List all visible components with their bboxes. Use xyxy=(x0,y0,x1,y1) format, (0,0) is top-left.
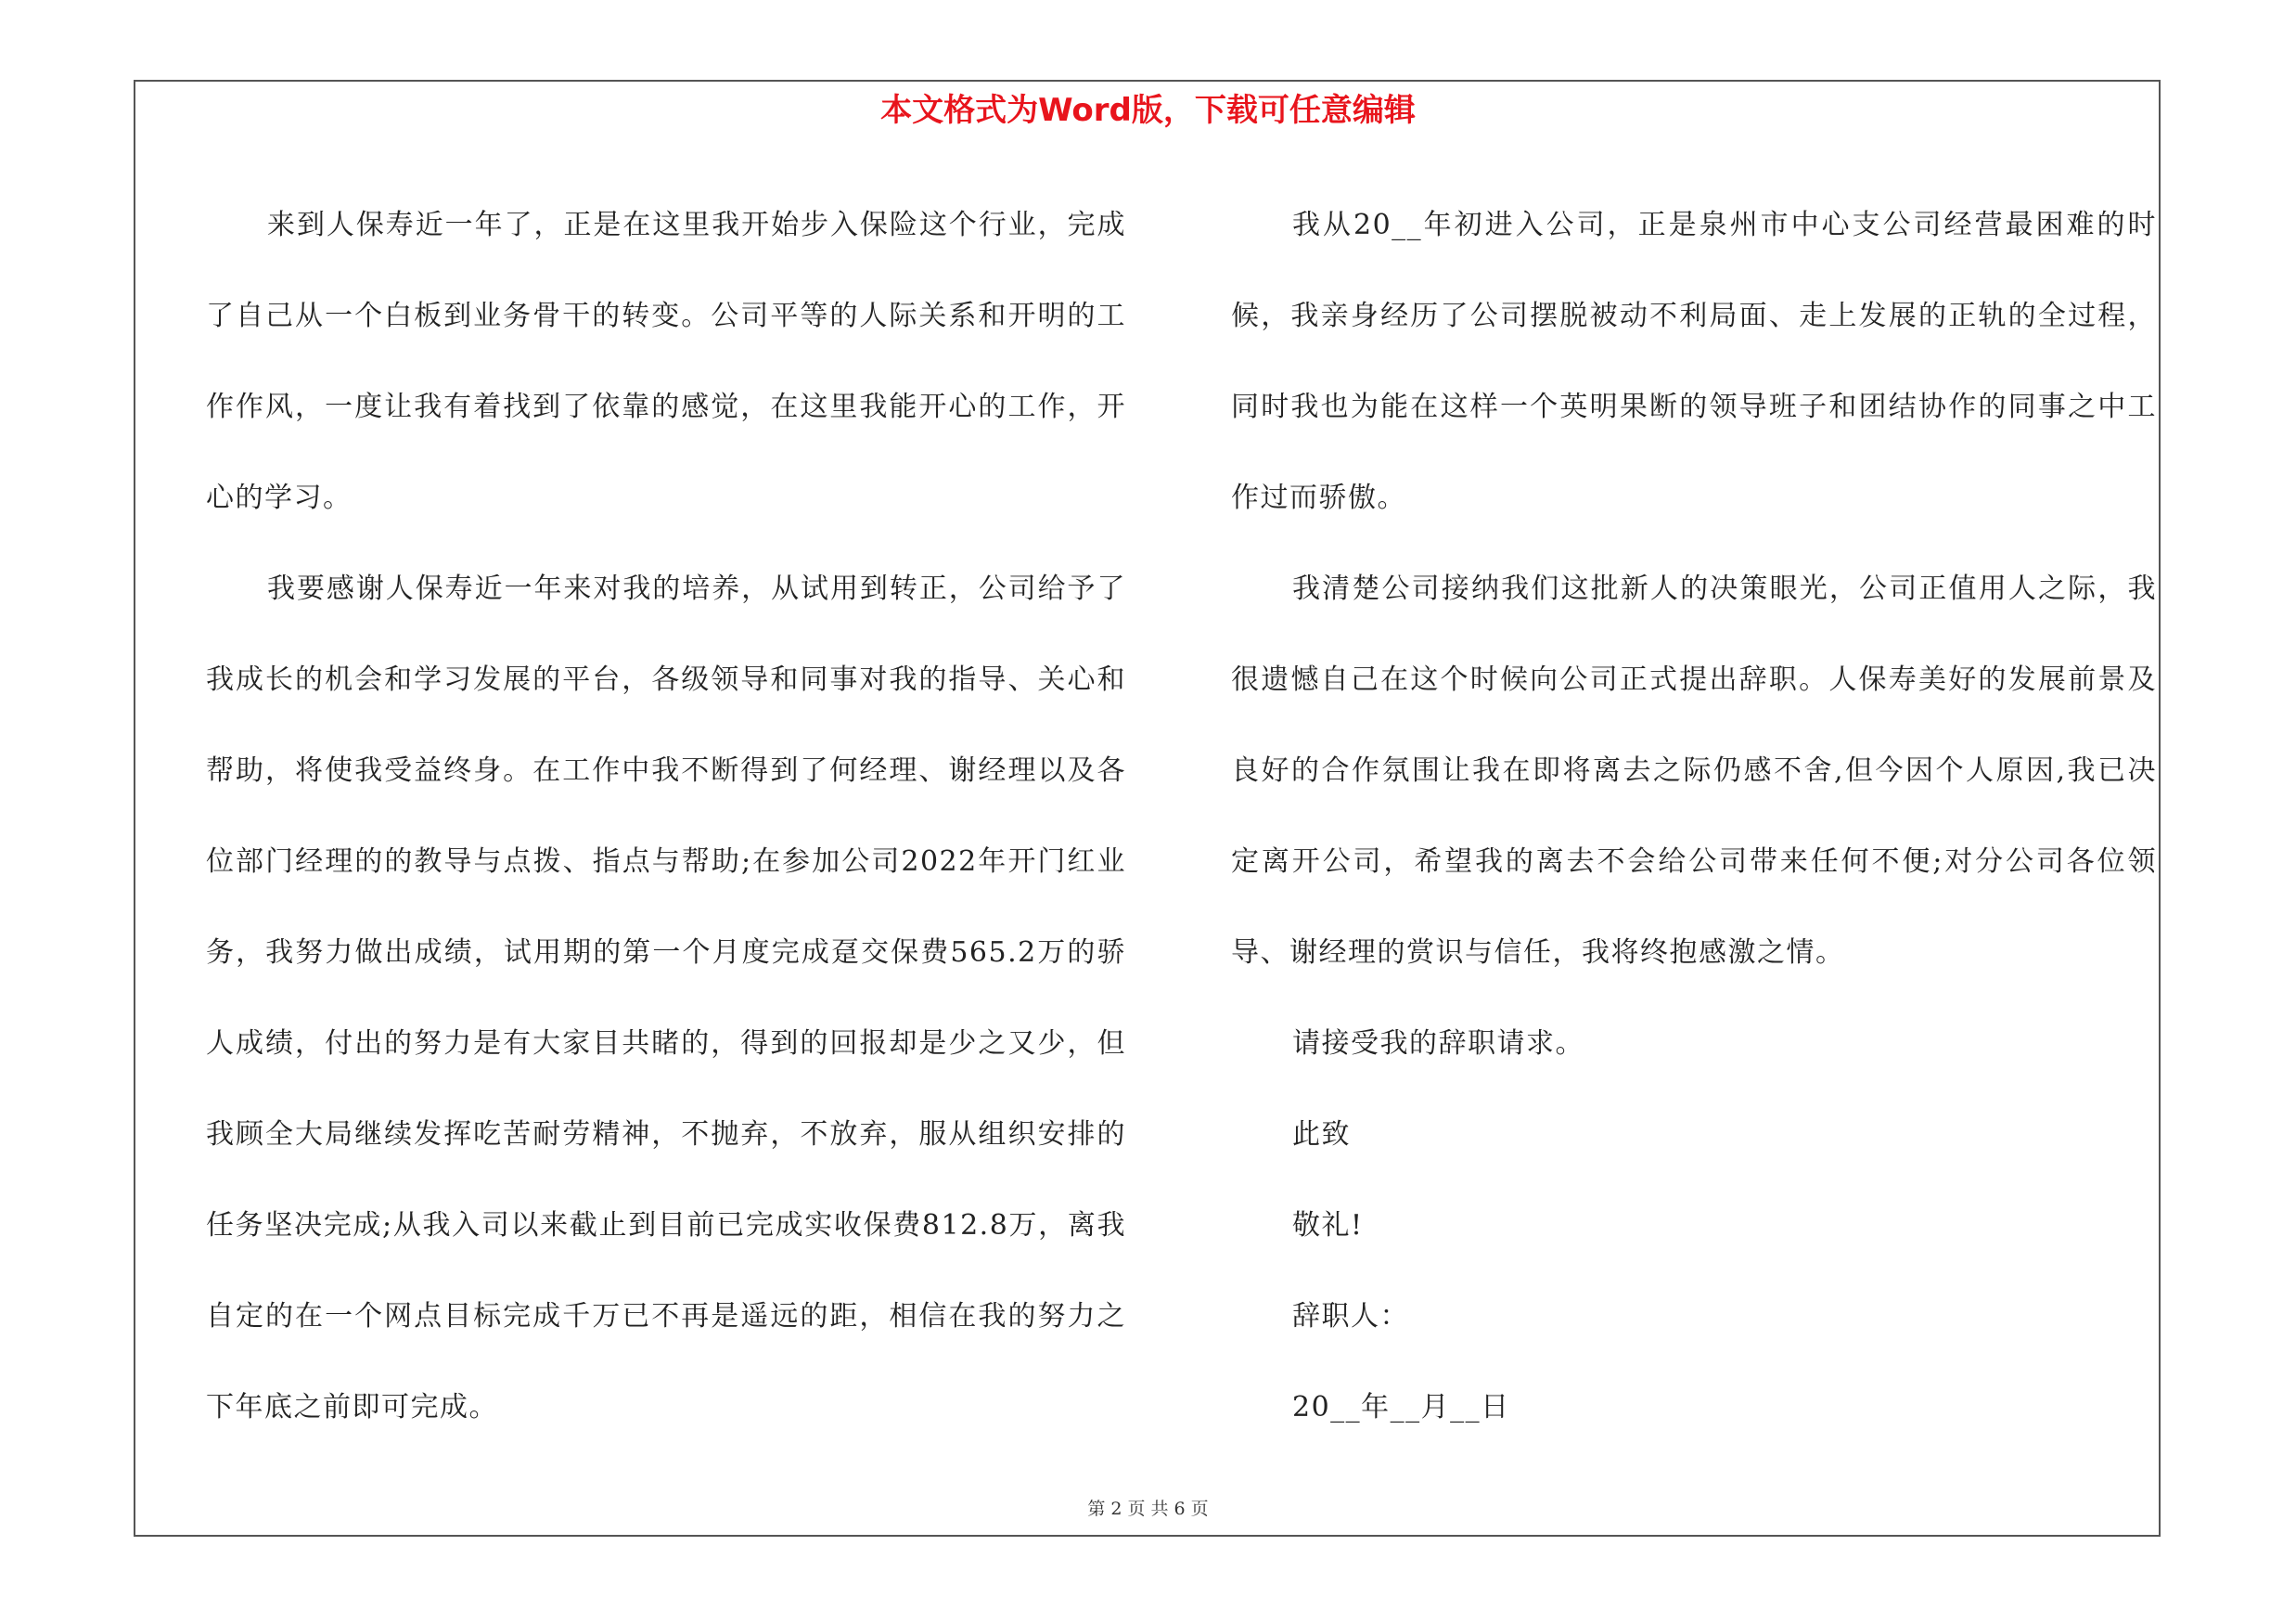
paragraph: 我要感谢人保寿近一年来对我的培养，从试用到转正，公司给予了我成长的机会和学习发展的平台，各级领导和同事对我的指导、关心和帮助，将使我受益终身。在工作中我不断得到了何经理、谢经理以及各位部门经理的的教导与点拨、指点与帮助;在参加公司2022年开门红业务，我努力做出成绩，试用期的第一个月度完成趸交保费565.2万的骄人成绩，付出的努力是有大家目共睹的，得到的回报却是少之又少，但我顾全大局继续发挥吃苦耐劳精神，不抛弃，不放弃，服从组织安排的任务坚决完成;从我入司以来截止到目前已完成实收保费812.8万，离我自定的在一个网点目标完成千万已不再是遥远的距，相信在我的努力之下年底之前即可完成。 xyxy=(206,573,1126,1423)
signer-label: 辞职人： xyxy=(1292,1300,1409,1333)
paragraph: 我清楚公司接纳我们这批新人的决策眼光，公司正值用人之际，我很遗憾自己在这个时候向公司正式提出辞职。人保寿美好的发展前景及良好的合作氛围让我在即将离去之际仍感不舍,但今因个人原因,我已决定离开公司，希望我的离去不会给公司带来任何不便;对分公司各位领导、谢经理的赏识与信任，我将终抱感激之情。 xyxy=(1231,573,2157,969)
page-number: 第 2 页 共 6 页 xyxy=(1087,1499,1209,1519)
right-column xyxy=(1231,180,2157,1453)
left-column xyxy=(206,180,1126,1453)
paragraph: 我从20__年初进入公司，正是泉州市中心支公司经营最困难的时候，我亲身经历了公司摆脱被动不利局面、走上发展的正轨的全过程，同时我也为能在这样一个英明果断的领导班子和团结协作的同事之中工作过而骄傲。 xyxy=(1231,209,2157,514)
paragraph: 来到人保寿近一年了，正是在这里我开始步入保险这个行业，完成了自己从一个白板到业务骨干的转变。公司平等的人际关系和开明的工作作风，一度让我有着找到了依靠的感觉，在这里我能开心的工作，开心的学习。 xyxy=(206,209,1126,514)
date-line: 20__年__月__日 xyxy=(1292,1391,1510,1423)
paragraph: 请接受我的辞职请求。 xyxy=(1292,1027,1584,1060)
salutation: 此致 xyxy=(1292,1118,1351,1151)
regards: 敬礼! xyxy=(1292,1209,1364,1242)
format-banner: 本文格式为Word版，下载可任意编辑 xyxy=(880,92,1416,129)
